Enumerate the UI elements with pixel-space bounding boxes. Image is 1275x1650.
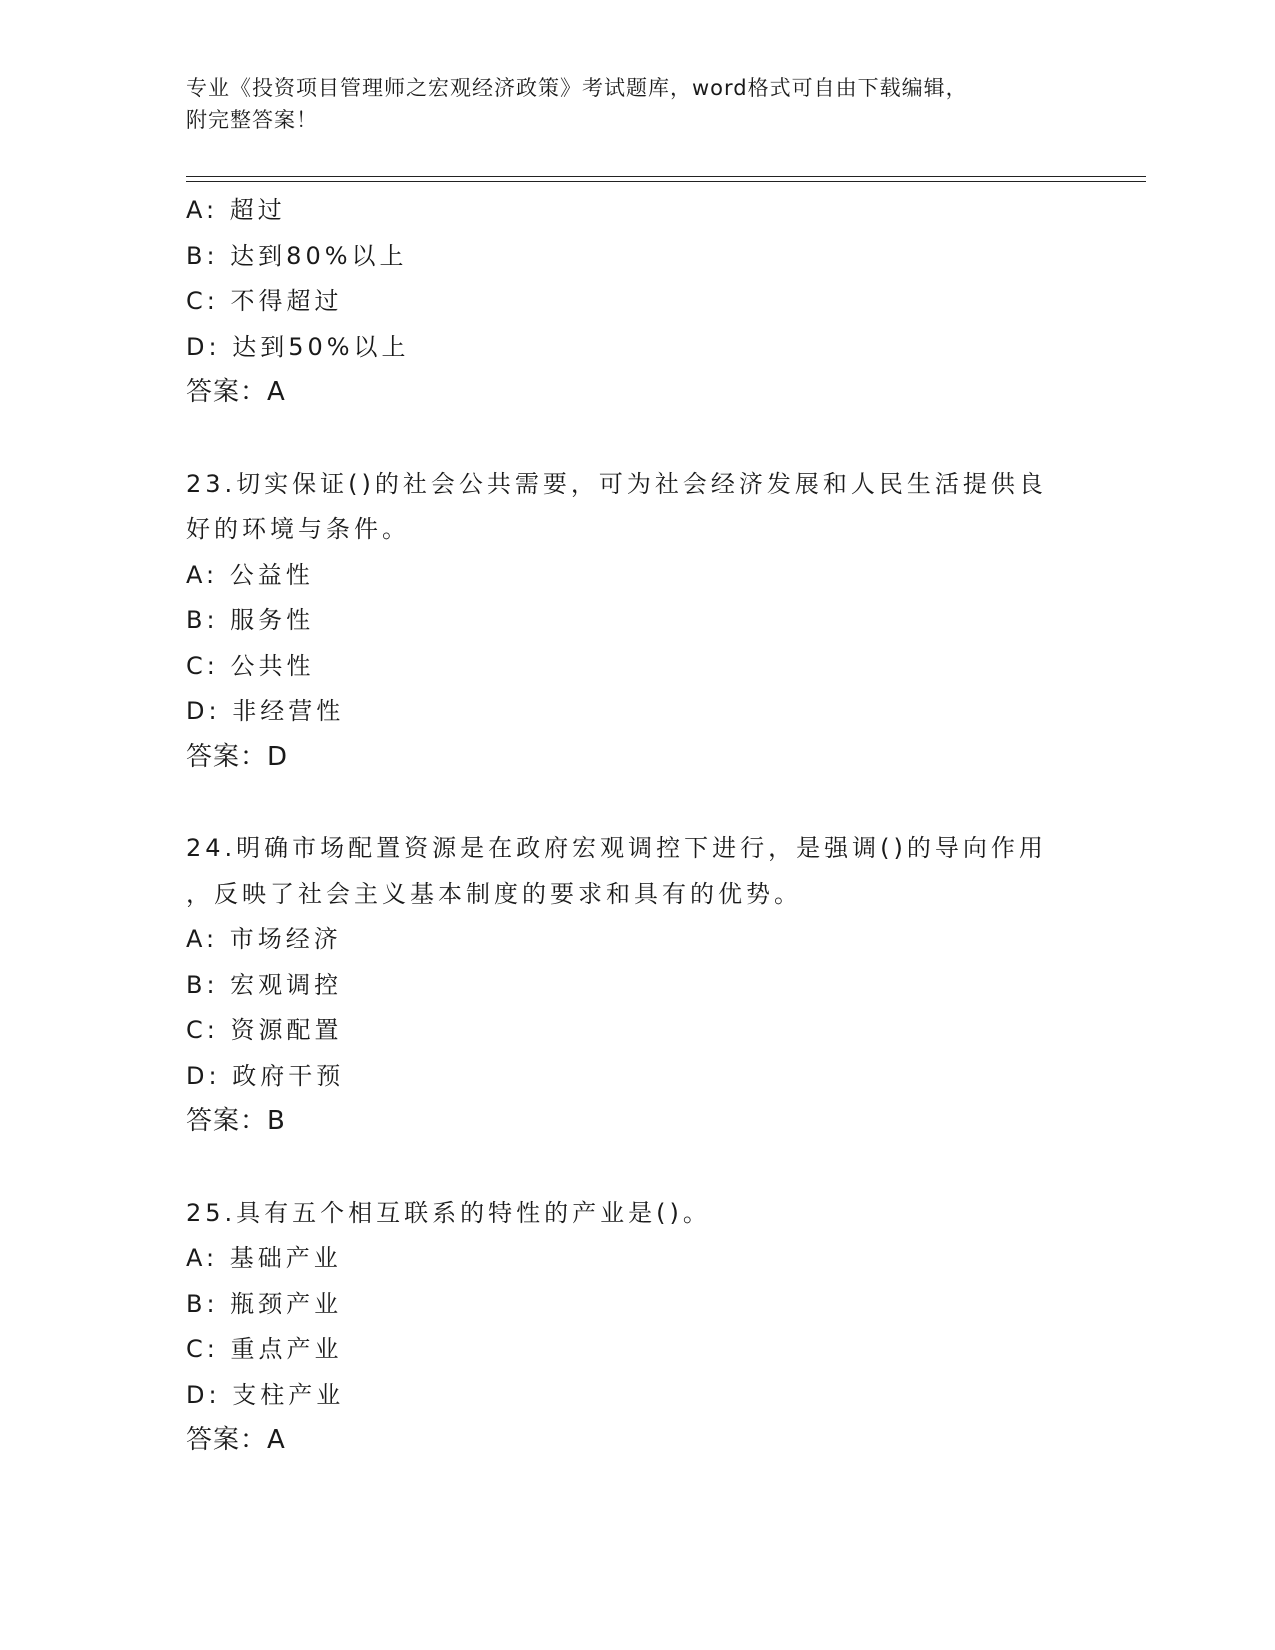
option-d: D: 达到50%以上 xyxy=(186,332,410,361)
option-a: A: 超过 xyxy=(186,196,286,224)
question-stem-line-1: 24.明确市场配置资源是在政府宏观调控下进行，是强调()的导向作用 xyxy=(186,834,1047,862)
answer: 答案：B xyxy=(186,1106,286,1136)
question-stem-line-1: 23.切实保证()的社会公共需要，可为社会经济发展和人民生活提供良 xyxy=(186,469,1047,498)
answer: 答案：D xyxy=(186,741,289,772)
header-divider-bottom xyxy=(186,181,1146,182)
header-line-2: 附完整答案！ xyxy=(186,108,318,132)
option-b: B: 宏观调控 xyxy=(186,970,343,999)
option-c: C: 资源配置 xyxy=(186,1016,343,1044)
option-b: B: 达到80%以上 xyxy=(186,241,408,270)
header-divider-top xyxy=(186,176,1146,177)
header-line-1: 专业《投资项目管理师之宏观经济政策》考试题库，word格式可自由下载编辑， xyxy=(186,76,968,100)
document-header xyxy=(186,72,1086,136)
question-stem-line-1: 25.具有五个相互联系的特性的产业是()。 xyxy=(186,1198,711,1227)
answer: 答案：A xyxy=(186,1425,286,1455)
option-d: D: 政府干预 xyxy=(186,1061,345,1090)
option-c: C: 重点产业 xyxy=(186,1335,343,1363)
option-a: A: 公益性 xyxy=(186,560,314,589)
answer: 答案：A xyxy=(186,377,286,407)
option-d: D: 非经营性 xyxy=(186,697,345,725)
option-b: B: 瓶颈产业 xyxy=(186,1289,343,1318)
option-c: C: 不得超过 xyxy=(186,287,343,315)
question-23 xyxy=(186,462,1086,781)
option-a: A: 基础产业 xyxy=(186,1244,342,1272)
question-22 xyxy=(186,188,1086,416)
option-c: C: 公共性 xyxy=(186,651,315,680)
question-24 xyxy=(186,826,1086,1145)
option-d: D: 支柱产业 xyxy=(186,1380,345,1409)
question-stem-line-2: ，反映了社会主义基本制度的要求和具有的优势。 xyxy=(186,879,802,908)
question-25 xyxy=(186,1191,1086,1464)
question-stem-line-2: 好的环境与条件。 xyxy=(186,515,410,543)
option-a: A: 市场经济 xyxy=(186,925,342,953)
option-b: B: 服务性 xyxy=(186,606,315,634)
question-list xyxy=(186,188,1086,1464)
